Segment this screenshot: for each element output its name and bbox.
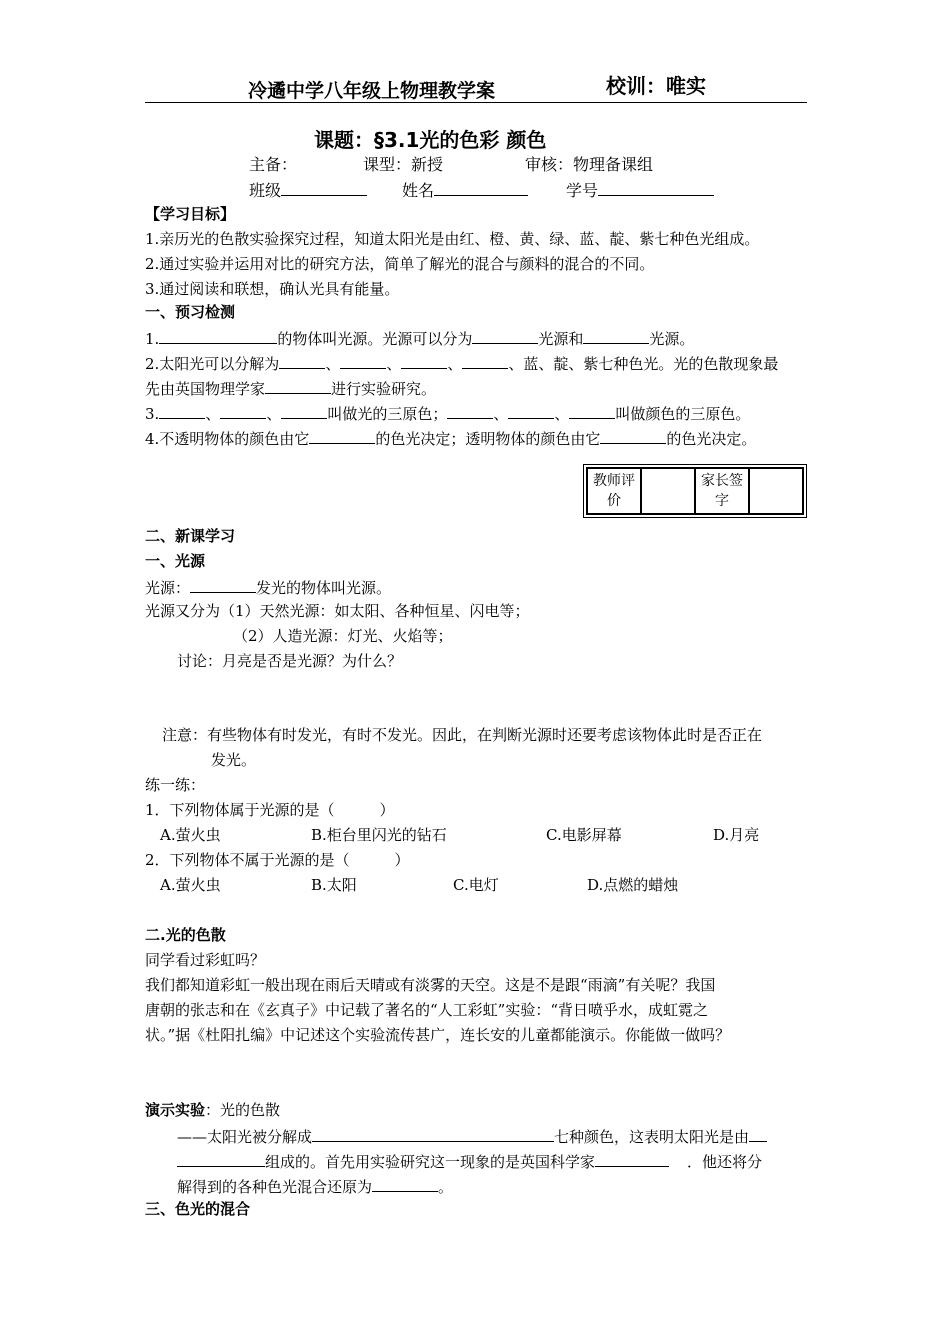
objective-item: 1.亲历光的色散实验探究过程，知道太阳光是由红、橙、黄、绿、蓝、靛、紫七种色光组成。 xyxy=(145,230,760,248)
note-text: 注意：有些物体有时发光，有时不发光。因此，在判断光源时还要考虑该物体此时是否正在 xyxy=(162,726,763,744)
header-rule xyxy=(145,102,807,103)
evaluation-table xyxy=(586,467,804,515)
blank[interactable] xyxy=(190,576,256,593)
blank[interactable] xyxy=(583,327,649,344)
blank[interactable] xyxy=(312,1125,554,1142)
blank[interactable] xyxy=(447,402,493,419)
discussion-question: 讨论：月亮是否是光源？为什么？ xyxy=(177,652,403,670)
rainbow-paragraph: 我们都知道彩虹一般出现在雨后天晴或有淡雾的天空。这是不是跟“雨滴”有关呢？我国 xyxy=(145,976,716,994)
header-title: 冷遹中学八年级上物理教学案 xyxy=(248,80,496,102)
class-blank[interactable] xyxy=(281,179,367,196)
blank[interactable] xyxy=(595,1150,669,1167)
exercise-2-option-a[interactable]: A.萤火虫 xyxy=(160,876,221,894)
color-mixing-heading: 三、色光的混合 xyxy=(145,1200,251,1218)
preview-question-2-cont: 先由英国物理学家 进行实验研究。 xyxy=(145,377,436,399)
blank[interactable] xyxy=(401,352,447,369)
demo-experiment-heading: 演示实验：光的色散 xyxy=(145,1101,281,1119)
light-source-definition: 光源： 发光的物体叫光源。 xyxy=(145,576,391,598)
light-source-heading: 一、光源 xyxy=(145,552,206,570)
blank[interactable] xyxy=(372,1175,438,1192)
dispersion-heading: 二.光的色散 xyxy=(145,926,226,944)
class-label: 班级 xyxy=(249,181,282,200)
name-label: 姓名 xyxy=(402,181,435,200)
name-field[interactable] xyxy=(402,178,528,201)
lead-preparer-label: 主备： xyxy=(249,155,298,174)
exercise-1-option-d[interactable]: D.月亮 xyxy=(713,826,760,844)
note-text-cont: 发光。 xyxy=(211,751,257,769)
exercise-2-option-b[interactable]: B.太阳 xyxy=(311,876,357,894)
exercise-1-option-b[interactable]: B.柜台里闪光的钻石 xyxy=(311,826,447,844)
exercise-2-option-d[interactable]: D.点燃的蜡烛 xyxy=(587,876,679,894)
blank[interactable] xyxy=(220,402,266,419)
lesson-title: 课题：§3.1光的色彩 颜色 xyxy=(314,128,547,152)
blank[interactable] xyxy=(265,377,331,394)
blank[interactable] xyxy=(340,352,386,369)
parent-signature-label: 家长签字 xyxy=(695,468,749,514)
blank[interactable] xyxy=(749,1125,767,1142)
blank[interactable] xyxy=(508,402,554,419)
exercise-2-question: 2．下列物体不属于光源的是（ ） xyxy=(145,851,410,869)
demo-line-3: 解得到的各种色光混合还原为 。 xyxy=(177,1175,453,1197)
teacher-evaluation-label: 教师评价 xyxy=(587,468,641,514)
preview-question-1: 1. 的物体叫光源。光源可以分为 光源和 光源。 xyxy=(145,327,694,349)
student-id-label: 学号 xyxy=(566,181,599,200)
new-lesson-heading: 二、新课学习 xyxy=(145,527,236,545)
exercise-1-option-a[interactable]: A.萤火虫 xyxy=(160,826,221,844)
blank[interactable] xyxy=(177,1150,265,1167)
blank[interactable] xyxy=(309,427,375,444)
parent-signature-cell[interactable] xyxy=(749,468,803,514)
rainbow-paragraph: 唐朝的张志和在《玄真子》中记载了著名的“人工彩虹”实验：“背日喷乎水，成虹霓之 xyxy=(145,1001,709,1019)
preview-question-3: 3. 、 、 叫做光的三原色； 、 、 叫做颜色的三原色。 xyxy=(145,402,750,424)
blank[interactable] xyxy=(569,402,615,419)
rainbow-question: 同学看过彩虹吗？ xyxy=(145,951,266,969)
objectives-heading: 【学习目标】 xyxy=(145,205,236,223)
demo-line-1: ——太阳光被分解成 七种颜色，这表明太阳光是由 xyxy=(177,1125,767,1147)
practice-label: 练一练： xyxy=(145,776,206,794)
rainbow-paragraph: 状。”据《杜阳扎编》中记述这个实验流传甚广，连长安的儿童都能演示。你能做一做吗？ xyxy=(145,1026,731,1044)
student-id-blank[interactable] xyxy=(598,179,714,196)
blank[interactable] xyxy=(472,327,538,344)
demo-line-2: 组成的。首先用实验研究这一现象的是英国科学家 ．他还将分 xyxy=(177,1150,762,1172)
blank[interactable] xyxy=(159,402,205,419)
preview-question-2: 2.太阳光可以分解为 、 、 、 、蓝、靛、紫七种色光。光的色散现象最 xyxy=(145,352,778,374)
class-field[interactable] xyxy=(249,178,367,201)
preview-question-4: 4.不透明物体的颜色由它 的色光决定；透明物体的颜色由它 的色光决定。 xyxy=(145,427,756,449)
school-motto: 校训：唯实 xyxy=(606,74,706,98)
blank[interactable] xyxy=(159,327,277,344)
review-label: 审核：物理备课组 xyxy=(525,155,654,174)
blank[interactable] xyxy=(600,427,666,444)
blank[interactable] xyxy=(462,352,508,369)
teacher-evaluation-cell[interactable] xyxy=(641,468,695,514)
objective-item: 3.通过阅读和联想，确认光具有能量。 xyxy=(145,280,400,298)
blank[interactable] xyxy=(281,402,327,419)
objective-item: 2.通过实验并运用对比的研究方法，简单了解光的混合与颜料的混合的不同。 xyxy=(145,255,655,273)
artificial-light-source: （2）人造光源：灯光、火焰等； xyxy=(233,627,453,645)
preview-heading: 一、预习检测 xyxy=(145,303,236,321)
light-source-types: 光源又分为（1）天然光源：如太阳、各种恒星、闪电等； xyxy=(145,602,530,620)
lesson-type-label: 课型：新授 xyxy=(363,155,444,174)
demo-label: 演示实验 xyxy=(145,1101,206,1119)
student-id-field[interactable] xyxy=(566,178,714,201)
name-blank[interactable] xyxy=(434,179,528,196)
blank[interactable] xyxy=(279,352,325,369)
exercise-1-question: 1．下列物体属于光源的是（ ） xyxy=(145,801,395,819)
exercise-1-option-c[interactable]: C.电影屏幕 xyxy=(546,826,622,844)
exercise-2-option-c[interactable]: C.电灯 xyxy=(453,876,499,894)
